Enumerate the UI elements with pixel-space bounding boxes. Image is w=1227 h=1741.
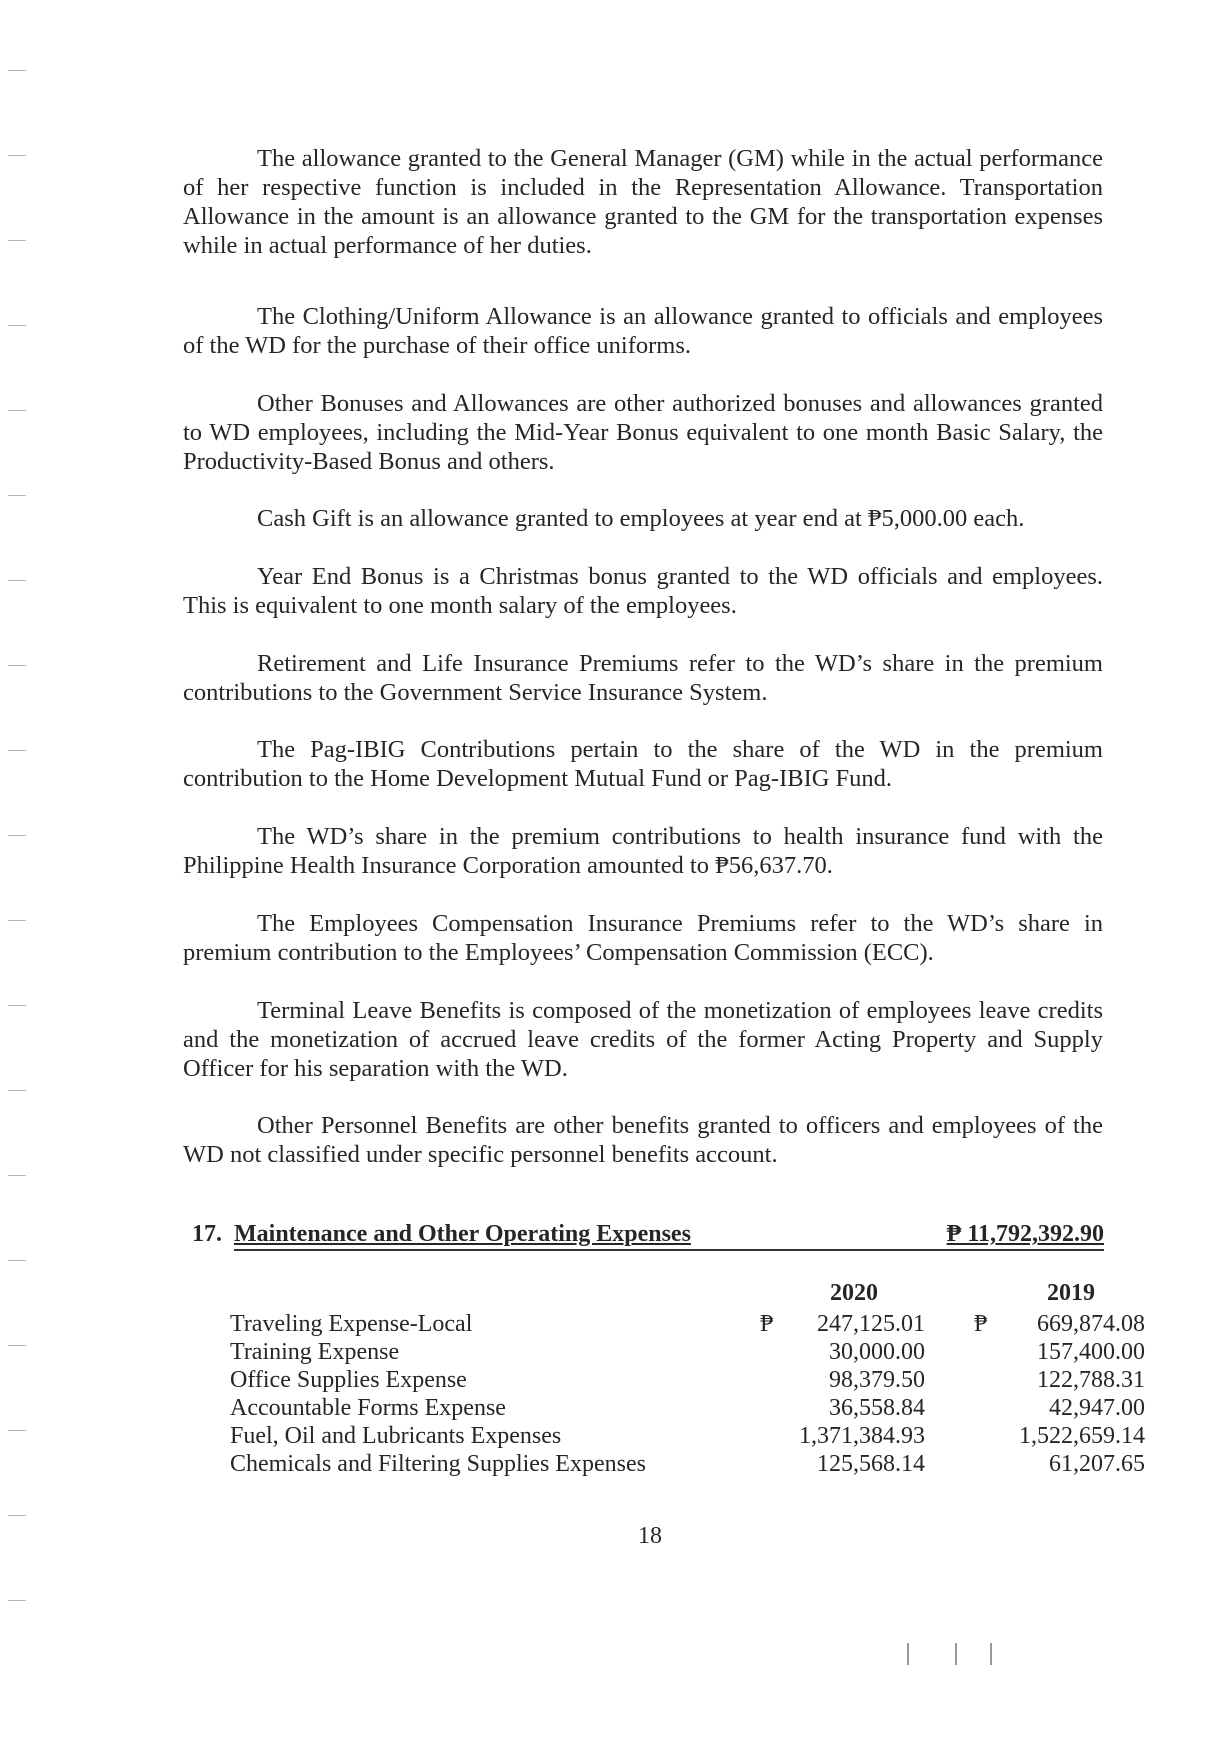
paragraph-other-personnel-benefits: Other Personnel Benefits are other benefits granted to officers and employees of the WD not classified under specific personnel benefits account.: [183, 1112, 1103, 1168]
margin-tick: [8, 665, 26, 666]
value-2020: 125,568.14: [817, 1451, 925, 1477]
value-2020: 36,558.84: [829, 1395, 925, 1421]
value-2019: 42,947.00: [1049, 1395, 1145, 1421]
value-2019: 157,400.00: [1037, 1339, 1145, 1365]
margin-tick: [8, 410, 26, 411]
expense-label: Accountable Forms Expense: [230, 1395, 506, 1421]
paragraph-other-bonuses: Other Bonuses and Allowances are other authorized bonuses and allowances granted to WD employees, including the Mid-Year Bonus equivalent to one month Basic Salary, the Productivity-Based Bonus and others.: [183, 390, 1103, 475]
margin-tick: [8, 1090, 26, 1091]
paragraph-philhealth: The WD’s share in the premium contributions to health insurance fund with the Philippine Health Insurance Corporation amounted to ₱56,637.70.: [183, 823, 1103, 879]
value-2020: 1,371,384.93: [799, 1423, 925, 1449]
scan-mark: [955, 1643, 957, 1665]
margin-tick: [8, 155, 26, 156]
margin-tick: [8, 920, 26, 921]
expense-label: Fuel, Oil and Lubricants Expenses: [230, 1423, 562, 1449]
margin-tick: [8, 1515, 26, 1516]
page-number: 18: [638, 1523, 662, 1549]
margin-tick: [8, 1430, 26, 1431]
expense-label: Traveling Expense-Local: [230, 1311, 473, 1337]
note-title: Maintenance and Other Operating Expenses: [234, 1221, 691, 1247]
note-17-heading: [192, 1221, 1104, 1255]
year-header-2020: 2020: [830, 1280, 878, 1306]
expense-label: Chemicals and Filtering Supplies Expenses: [230, 1451, 646, 1477]
note-number: 17.: [192, 1221, 222, 1247]
margin-tick: [8, 70, 26, 71]
value-2019: 122,788.31: [1037, 1367, 1145, 1393]
value-2019: 669,874.08: [1037, 1311, 1145, 1337]
value-2019: 61,207.65: [1049, 1451, 1145, 1477]
value-2020: 98,379.50: [829, 1367, 925, 1393]
margin-tick: [8, 1260, 26, 1261]
heading-rule: [234, 1249, 1104, 1251]
expense-row: [230, 1367, 1145, 1395]
margin-tick: [8, 495, 26, 496]
margin-tick: [8, 1175, 26, 1176]
expense-row: [230, 1339, 1145, 1367]
margin-tick: [8, 325, 26, 326]
paragraph-terminal-leave: Terminal Leave Benefits is composed of the monetization of employees leave credits and the monetization of accrued leave credits of the former Acting Property and Supply Officer for his separation with the WD.: [183, 997, 1103, 1082]
margin-tick: [8, 1005, 26, 1006]
expense-row: [230, 1311, 1145, 1339]
margin-tick: [8, 835, 26, 836]
paragraph-clothing-allowance: The Clothing/Uniform Allowance is an allowance granted to officials and employees of the WD for the purchase of their office uniforms.: [183, 303, 1103, 359]
expense-row: [230, 1395, 1145, 1423]
paragraph-year-end-bonus: Year End Bonus is a Christmas bonus granted to the WD officials and employees. This is equivalent to one month salary of the employees.: [183, 563, 1103, 619]
margin-tick: [8, 1600, 26, 1601]
currency-symbol: ₱: [760, 1311, 774, 1337]
paragraph-ecc-premiums: The Employees Compensation Insurance Premiums refer to the WD’s share in premium contribution to the Employees’ Compensation Commission (ECC).: [183, 910, 1103, 966]
scan-mark: [990, 1643, 992, 1665]
paragraph-gm-allowance: The allowance granted to the General Manager (GM) while in the actual performance of her respective function is included in the Representation Allowance. Transportation Allowance in the amount is an allowance granted to the GM for the transportation expenses while in actual performance of her duties.: [183, 145, 1103, 259]
note-total-amount: ₱ 11,792,392.90: [946, 1221, 1104, 1247]
value-2020: 30,000.00: [829, 1339, 925, 1365]
year-header-2019: 2019: [1047, 1280, 1095, 1306]
expense-label: Office Supplies Expense: [230, 1367, 467, 1393]
value-2020: 247,125.01: [817, 1311, 925, 1337]
margin-tick: [8, 580, 26, 581]
expense-row: [230, 1423, 1145, 1451]
value-2019: 1,522,659.14: [1019, 1423, 1145, 1449]
expense-label: Training Expense: [230, 1339, 400, 1365]
margin-tick: [8, 750, 26, 751]
paragraph-cash-gift: Cash Gift is an allowance granted to employees at year end at ₱5,000.00 each.: [257, 505, 1025, 532]
paragraph-pagibig: The Pag-IBIG Contributions pertain to the share of the WD in the premium contribution to the Home Development Mutual Fund or Pag-IBIG Fund.: [183, 736, 1103, 792]
expense-row: [230, 1451, 1145, 1479]
margin-tick: [8, 1345, 26, 1346]
paragraph-retirement-premiums: Retirement and Life Insurance Premiums refer to the WD’s share in the premium contributions to the Government Service Insurance System.: [183, 650, 1103, 706]
currency-symbol: ₱: [974, 1311, 988, 1337]
scan-mark: [907, 1643, 909, 1665]
margin-tick: [8, 240, 26, 241]
